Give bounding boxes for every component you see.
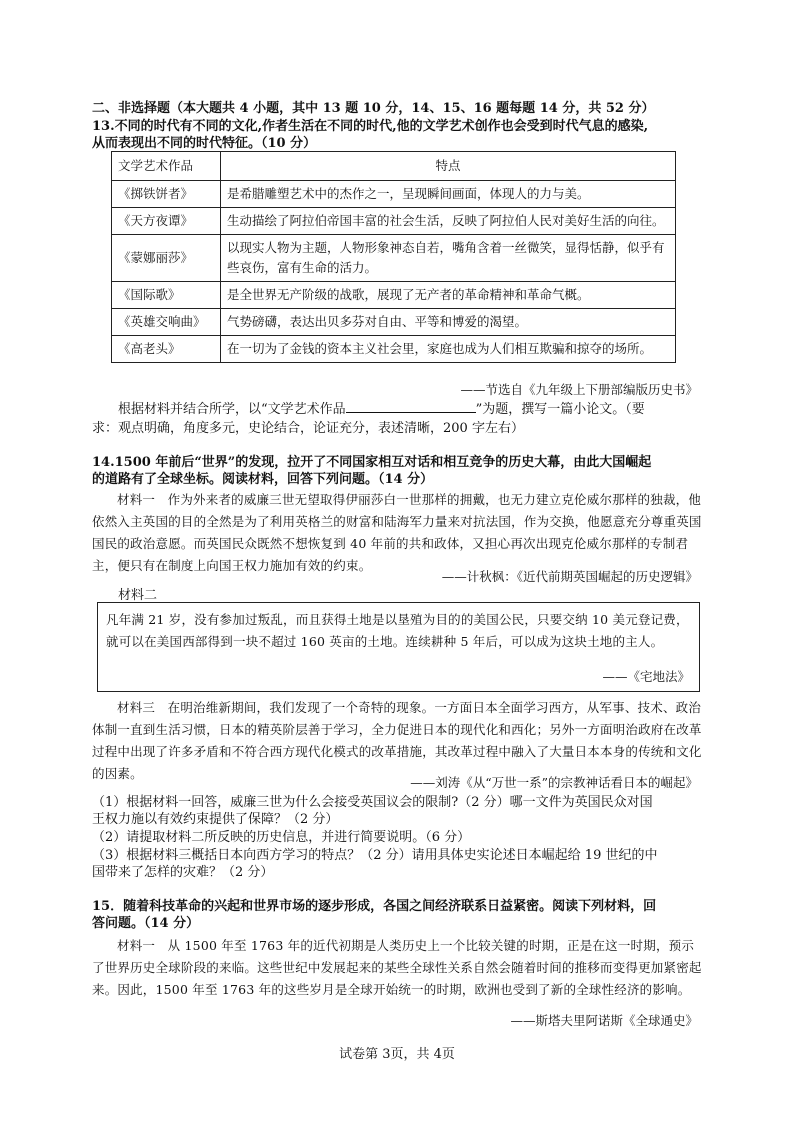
q13-works-table <box>111 151 676 363</box>
table-header-feature: 特点 <box>221 152 676 181</box>
q14-prompt-line2: 的道路有了全球坐标。阅读材料，回答下列问题。（14 分） <box>92 472 434 487</box>
q13-task-line1 <box>118 400 703 418</box>
work-feature: 是希腊雕塑艺术中的杰作之一，呈现瞬间画面，体现人的力与美。 <box>221 181 676 208</box>
q14-material2-box <box>97 602 700 692</box>
q13-task-before: 根据材料并结合所学，以“文学艺术作品 <box>118 402 346 417</box>
table-row <box>112 309 676 336</box>
table-row <box>112 282 676 309</box>
q14-sub2: （2）请提取材料二所反映的历史信息，并进行简要说明。（6 分） <box>92 830 471 845</box>
q13-task-line2: 求：观点明确，角度多元，史论结合，论证充分，表述清晰，200 字左右） <box>92 421 524 436</box>
section-heading: 二、非选择题（本大题共 4 小题，其中 13 题 10 分，14、15、16 题每题 14 分，共 52 分） <box>92 101 655 116</box>
q15-material1-source: ——斯塔夫里阿诺斯《全球通史》 <box>510 1013 698 1028</box>
material1-label: 材料一 <box>117 492 156 507</box>
q14-sub3-line1: （3）根据材料三概括日本向西方学习的特点？（2 分）请用具体史实论述日本崛起给 19 世纪的中 <box>92 848 658 863</box>
material2-text: 凡年满 21 岁，没有参加过叛乱，而且获得土地是以垦殖为目的的美国公民，只要交纳 10 美元登记费，就可以在美国西部得到一块不超过 160 英亩的土地。连续耕种 5 年后，可以成为这块土地的主人。 <box>106 612 689 649</box>
material3-text: 在明治维新期间，我们发现了一个奇特的现象。一方面日本全面学习西方，从军事、技术、政治体制一直到生活习惯，日本的精英阶层善于学习，全力促进日本的现代化和西化；另外一方面明治政府在改革过程中出现了许多矛盾和不符合西方现代化模式的改革措施，其改革过程中融入了大量日本本身的传统和文化的因素。 <box>92 700 702 781</box>
q14-material3-source: ——刘涛《从“万世一系”的宗教神话看日本的崛起》 <box>410 775 698 790</box>
work-title: 《掷铁饼者》 <box>112 181 221 208</box>
q14-sub1-line2: 王权力施以有效约束提供了保障？（2 分） <box>92 812 339 827</box>
q14-material2-label: 材料二 <box>118 588 158 603</box>
q14-material1-source: ——计秋枫：《近代前期英国崛起的历史逻辑》 <box>441 569 698 584</box>
work-feature: 是全世界无产阶级的战歌，展现了无产者的革命精神和革命气概。 <box>221 282 676 309</box>
q15-prompt-line1: 15．随着科技革命的兴起和世界市场的逐步形成，各国之间经济联系日益紧密。阅读下列材料，回 <box>92 899 657 914</box>
table-row <box>112 208 676 235</box>
q14-sub1-line1: （1）根据材料一回答，威廉三世为什么会接受英国议会的限制?（2 分）哪一文件为英国民众对国 <box>92 795 653 810</box>
q14-material3 <box>92 697 704 785</box>
material2-source: ——《宅地法》 <box>602 669 690 684</box>
q14-material1 <box>92 489 704 577</box>
page-footer: 试卷第 3页，共 4页 <box>339 1047 455 1062</box>
work-feature: 气势磅礴，表达出贝多芬对自由、平等和博爱的渴望。 <box>221 309 676 336</box>
material3-label: 材料三 <box>117 700 156 715</box>
table-row <box>112 181 676 208</box>
q13-prompt-line1: 13.不同的时代有不同的文化,作者生活在不同的时代,他的文学艺术创作也会受到时代气息的感染, <box>92 119 649 134</box>
q13-table-source: ——节选自《九年级上下册部编版历史书》 <box>460 382 698 397</box>
q14-prompt-line1: 14.1500 年前后“世界”的发现，拉开了不同国家相互对话和相互竞争的历史大幕，由此大国崛起 <box>92 455 652 470</box>
q15-material1 <box>92 935 704 1001</box>
answer-blank[interactable] <box>346 400 476 413</box>
q15-material1-text: 从 1500 年至 1763 年的近代初期是人类历史上一个比较关键的时期，正是在这一时期，预示了世界历史全球阶段的来临。这些世纪中发展起来的某些全球性关系自然会随着时间的推移而变得更加紧密起来。因此，1500 年至 1763 年的这些岁月是全球开始统一的时期，欧洲也受到了新的全球性经济的影响。 <box>92 938 702 997</box>
table-header-row <box>112 152 676 181</box>
work-title: 《英雄交响曲》 <box>112 309 221 336</box>
q13-task-after: ”为题，撰写一篇小论文。（要 <box>475 402 645 417</box>
table-row <box>112 235 676 282</box>
work-title: 《天方夜谭》 <box>112 208 221 235</box>
work-feature: 以现实人物为主题，人物形象神态自若，嘴角含着一丝微笑，显得恬静，似乎有些哀伤，富有生命的活力。 <box>221 235 676 282</box>
q13-prompt-line2: 从而表现出不同的时代特征。（10 分） <box>92 136 317 151</box>
table-row <box>112 336 676 363</box>
table-header-work: 文学艺术作品 <box>112 152 221 181</box>
work-title: 《蒙娜丽莎》 <box>112 235 221 282</box>
q15-material1-label: 材料一 <box>117 938 156 953</box>
work-title: 《高老头》 <box>112 336 221 363</box>
q14-sub3-line2: 国带来了怎样的灾难？（2 分） <box>92 865 274 880</box>
work-feature: 生动描绘了阿拉伯帝国丰富的社会生活，反映了阿拉伯人民对美好生活的向往。 <box>221 208 676 235</box>
work-title: 《国际歌》 <box>112 282 221 309</box>
material1-text: 作为外来者的威廉三世无望取得伊丽莎白一世那样的拥戴，也无力建立克伦威尔那样的独裁，他依然入主英国的目的全然是为了利用英格兰的财富和陆海军力量来对抗法国，作为交换，他愿意充分尊重英国国民的政治意愿。而英国民众既然不想恢复到 40 年前的共和政体，又担心再次出现克伦威尔那样的专制君主，便只有在制度上向国王权力施加有效的约束。 <box>92 492 702 573</box>
work-feature: 在一切为了金钱的资本主义社会里，家庭也成为人们相互欺骗和掠夺的场所。 <box>221 336 676 363</box>
q15-prompt-line2: 答问题。（14 分） <box>92 916 200 931</box>
